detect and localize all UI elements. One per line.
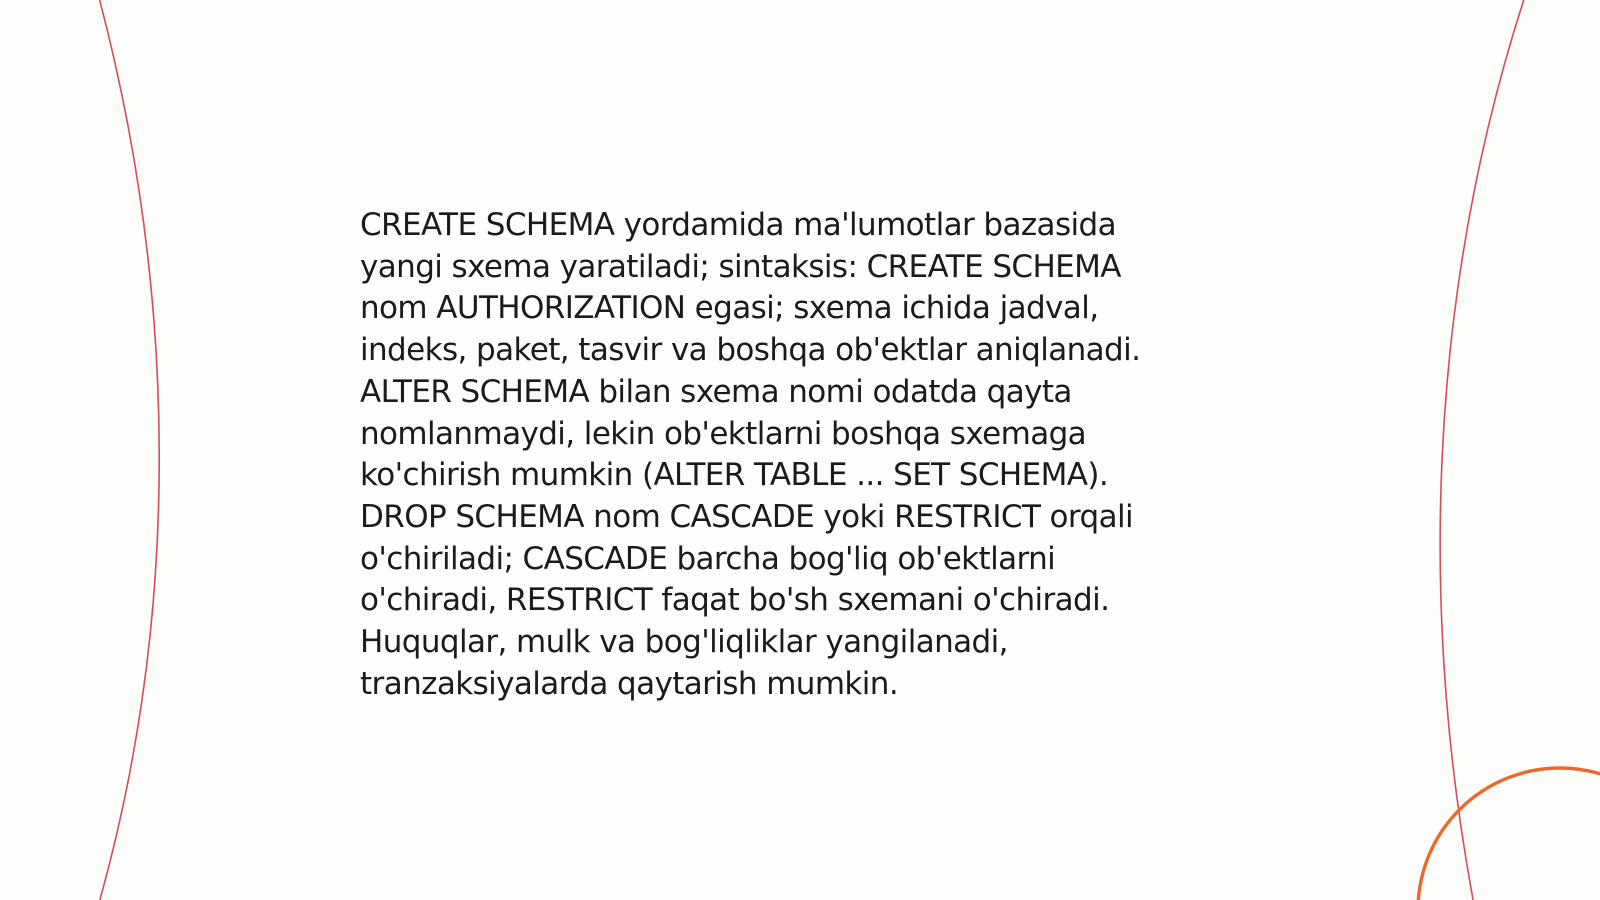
text-line: yangi sxema yaratiladi; sintaksis: CREATE SCHEMA	[360, 248, 1121, 285]
text-line: nom AUTHORIZATION egasi; sxema ichida jadval,	[360, 290, 1099, 327]
text-line: ALTER SCHEMA bilan sxema nomi odatda qayta	[360, 373, 1072, 410]
text-line: ko'chirish mumkin (ALTER TABLE ... SET SCHEMA).	[360, 457, 1109, 494]
text-line: o'chiriladi; CASCADE barcha bog'liq ob'ektlarni	[360, 540, 1056, 577]
text-line: Huquqlar, mulk va bog'liqliklar yangilanadi,	[360, 624, 1008, 661]
text-line: indeks, paket, tasvir va boshqa ob'ektlar aniqlanadi.	[360, 332, 1141, 369]
text-line: DROP SCHEMA nom CASCADE yoki RESTRICT orqali	[360, 498, 1134, 535]
left-curve-line	[97, 0, 159, 900]
text-line: o'chiradi, RESTRICT faqat bo'sh sxemani o'chiradi.	[360, 582, 1110, 619]
text-line: CREATE SCHEMA yordamida ma'lumotlar bazasida	[360, 207, 1116, 243]
accent-ring	[1418, 768, 1600, 900]
slide-body-text	[360, 205, 1220, 705]
text-line: nomlanmaydi, lekin ob'ektlarni boshqa sxemaga	[360, 415, 1087, 452]
right-curve-line	[1440, 0, 1527, 900]
text-line: tranzaksiyalarda qaytarish mumkin.	[360, 665, 899, 702]
